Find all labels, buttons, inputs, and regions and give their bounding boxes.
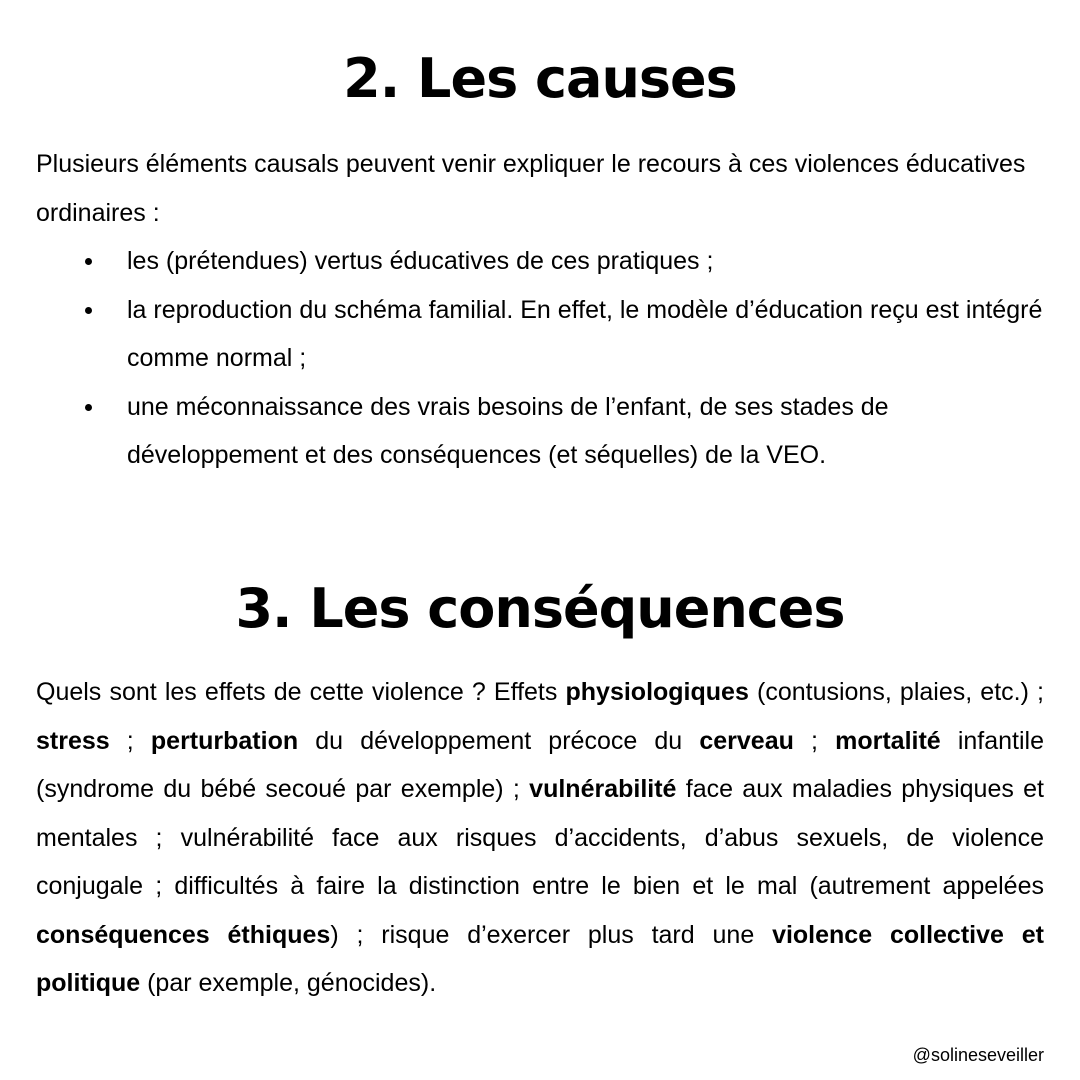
text-segment: Quels sont les effets de cette violence ? Effets	[36, 678, 566, 706]
bullet-icon	[85, 404, 92, 411]
bold-term: vulnérabilité	[529, 775, 677, 803]
text-segment: ) ; risque d’exercer plus tard une	[330, 920, 773, 949]
author-handle: @solineseveiller	[912, 1045, 1044, 1065]
list-item-text: une méconnaissance des vrais besoins de l’enfant, de ses stades de développement et des conséquences (et séquelles) de la VEO.	[127, 392, 889, 469]
text-segment: (par exemple, génocides).	[140, 969, 437, 997]
text-segment: du développement précoce du	[298, 726, 700, 755]
bold-term: physiologiques	[565, 678, 749, 706]
text-segment: face aux maladies physiques et mentales ; vulnérabilité face aux risques d’accidents, d’abus sexuels, de violence conjugale ; difficultés à faire la distinction entre le bien et le mal (autrement appelées	[36, 775, 1044, 900]
list-item	[36, 286, 1044, 383]
bold-term: cerveau	[699, 726, 794, 755]
causes-intro: Plusieurs éléments causals peuvent venir expliquer le recours à ces violences éducatives ordinaires :	[36, 150, 1026, 227]
bold-term: perturbation	[150, 726, 299, 755]
bullet-icon	[85, 258, 92, 265]
consequences-heading: 3. Les conséquences	[235, 577, 845, 640]
list-item-text: la reproduction du schéma familial. En effet, le modèle d’éducation reçu est intégré comme normal ;	[127, 295, 1043, 372]
list-item	[36, 383, 1044, 480]
text-segment: ;	[793, 726, 836, 755]
bold-term: conséquences éthiques	[36, 920, 331, 949]
causes-heading: 2. Les causes	[343, 47, 737, 110]
list-item	[36, 237, 1044, 286]
list-item-text: les (prétendues) vertus éducatives de ces pratiques ;	[127, 247, 714, 275]
bold-term: stress	[36, 726, 110, 755]
bold-term: violence collective et politique	[36, 920, 1044, 997]
bold-term: mortalité	[835, 726, 941, 755]
text-segment: ;	[109, 726, 151, 755]
text-segment: (contusions, plaies, etc.) ;	[748, 678, 1045, 706]
consequences-paragraph	[36, 668, 1044, 1008]
causes-list	[36, 237, 1044, 480]
bullet-icon	[85, 307, 92, 314]
text-segment: infantile (syndrome du bébé secoué par exemple) ;	[36, 726, 1045, 803]
